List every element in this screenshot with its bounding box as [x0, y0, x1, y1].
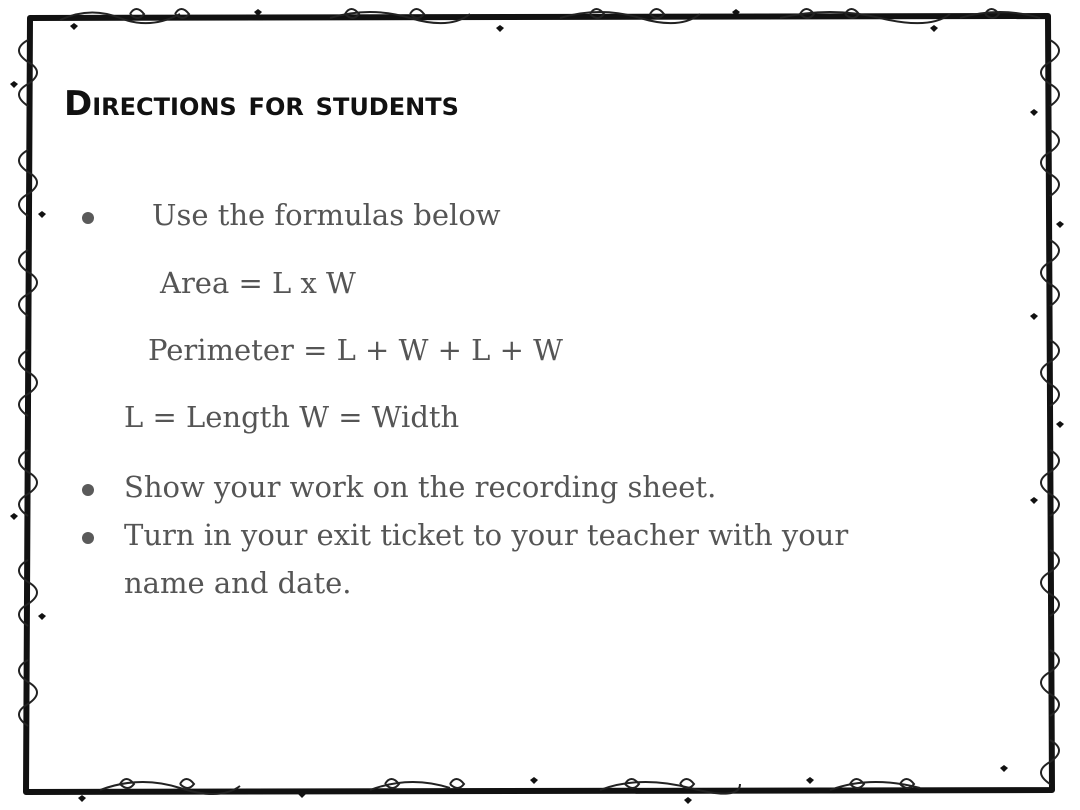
direction-item-exit-ticket-line1: Turn in your exit ticket to your teacher with your	[124, 518, 849, 552]
bullet-dot-icon	[82, 212, 94, 224]
direction-item-exit-ticket-line2: name and date.	[124, 566, 352, 600]
direction-item-formulas: Use the formulas below	[152, 198, 501, 232]
variable-legend: L = Length W = Width	[124, 400, 460, 434]
bullet-dot-icon	[82, 484, 94, 496]
formula-perimeter: Perimeter = L + W + L + W	[148, 333, 563, 367]
direction-item-show-work: Show your work on the recording sheet.	[124, 470, 717, 504]
bullet-dot-icon	[82, 532, 94, 544]
page-title: Directions for students	[64, 84, 459, 124]
formula-area: Area = L x W	[160, 266, 356, 300]
